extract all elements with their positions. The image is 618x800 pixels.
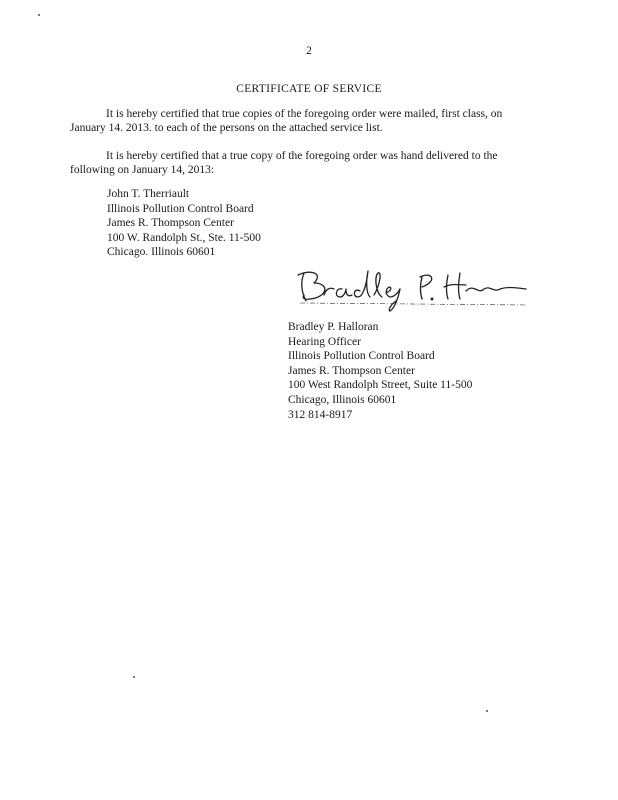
paragraph-line: following on January 14, 2013: [70, 164, 215, 176]
scan-speck [486, 710, 488, 712]
recipient-city: Chicago. Illinois 60601 [107, 246, 216, 259]
hand-delivery-certification-paragraph [70, 149, 522, 177]
signatory-organization: Illinois Pollution Control Board [288, 350, 435, 363]
paragraph-line: It is hereby certified that a true copy of the foregoing order was hand delivered to the [106, 150, 498, 162]
scan-speck [133, 676, 135, 678]
signatory-building: James R. Thompson Center [288, 364, 415, 377]
handwritten-signature [290, 265, 530, 315]
mailing-certification-paragraph [70, 107, 522, 135]
signatory-phone: 312 814-8917 [288, 408, 353, 421]
recipient-name: John T. Therriault [107, 188, 190, 200]
page-number: 2 [306, 45, 312, 57]
recipient-organization: Illinois Pollution Control Board [107, 202, 254, 215]
document-title: CERTIFICATE OF SERVICE [236, 83, 382, 95]
signatory-city: Chicago, Illinois 60601 [288, 393, 397, 406]
signatory-title: Hearing Officer [288, 335, 361, 348]
scan-speck [38, 14, 40, 16]
recipient-street: 100 W. Randolph St., Ste. 11-500 [107, 231, 261, 244]
signatory-name: Bradley P. Halloran [288, 321, 379, 333]
signatory-block [288, 320, 472, 422]
paragraph-line: January 14. 2013. to each of the persons on the attached service list. [70, 122, 383, 134]
recipient-building: James R. Thompson Center [107, 217, 234, 230]
signatory-street: 100 West Randolph Street, Suite 11-500 [288, 379, 473, 392]
paragraph-line: It is hereby certified that true copies of the foregoing order were mailed, first class, on [106, 108, 503, 120]
recipient-address-block [107, 187, 261, 260]
